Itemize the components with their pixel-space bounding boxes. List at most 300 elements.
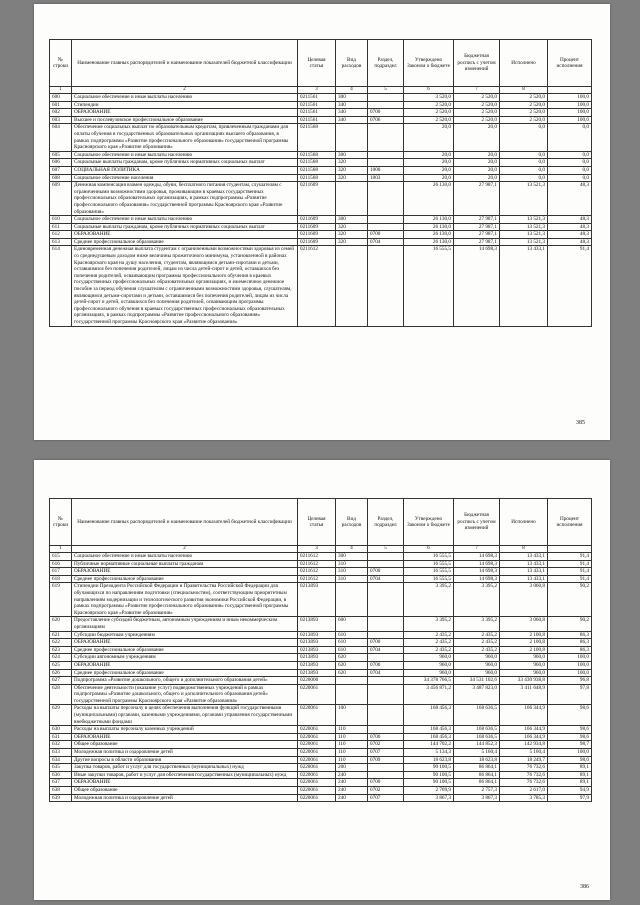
expense-type: 620	[336, 661, 368, 669]
target-article: 0220061	[298, 684, 336, 705]
approved-amount: 2 520,0	[404, 116, 454, 124]
table-row	[50, 787, 592, 795]
approved-amount: 2 520,0	[404, 101, 454, 109]
approved-amount: 144 702,2	[404, 741, 454, 749]
budget-list-amount: 27 987,1	[454, 216, 500, 224]
row-name: Обеспечение социальных выплат по образовательным кредитам, привлеченным гражданами для оплаты обучения в государственных образовательных организациях высшего образования, в рамках подпрограммы «Развитие профессионального образования» государственной программы Красноярского края «Развитие образования»	[72, 124, 298, 151]
col-header-percent: Процент исполнения	[548, 499, 592, 546]
table-row	[50, 116, 592, 124]
executed-amount: 166 344,9	[500, 733, 548, 741]
row-name: Молодежная политика и оздоровление детей	[72, 794, 298, 802]
row-number: 615	[50, 553, 72, 561]
expense-type: 240	[336, 787, 368, 795]
approved-amount: 26 130,0	[404, 231, 454, 239]
row-name: Подпрограмма «Развитие дошкольного, общего и дополнительного образования детей»	[72, 677, 298, 685]
section-code: 0700	[368, 779, 404, 787]
budget-list-amount: 2 520,0	[454, 101, 500, 109]
section-code	[368, 617, 404, 631]
budget-list-amount: 27 987,1	[454, 238, 500, 246]
executed-amount: 13 521,3	[500, 223, 548, 231]
table-row	[50, 182, 592, 216]
execution-percent: 98,0	[548, 756, 592, 764]
row-number: 627	[50, 677, 72, 685]
target-article: 0211561	[298, 101, 336, 109]
expense-type: 320	[336, 166, 368, 174]
section-code: 0704	[368, 646, 404, 654]
row-name: Общее образование	[72, 787, 298, 795]
expense-type: 610	[336, 631, 368, 639]
row-number: 625	[50, 661, 72, 669]
execution-percent: 98,6	[548, 705, 592, 726]
execution-percent: 48,3	[548, 216, 592, 224]
target-article: 0211609	[298, 182, 336, 216]
execution-percent: 48,3	[548, 238, 592, 246]
executed-amount: 5 160,4	[500, 749, 548, 757]
table-row	[50, 231, 592, 239]
section-code: 1000	[368, 166, 404, 174]
table-row	[50, 568, 592, 576]
target-article: 0211561	[298, 116, 336, 124]
approved-amount: 960,0	[404, 654, 454, 662]
expense-type: 240	[336, 771, 368, 779]
row-number: 611	[50, 223, 72, 231]
column-number: 5	[368, 546, 404, 553]
section-code	[368, 560, 404, 568]
budget-list-amount: 20,0	[454, 174, 500, 182]
target-article: 0211561	[298, 109, 336, 117]
row-number: 605	[50, 151, 72, 159]
col-header-approved: Утверждено Законом о бюджете	[404, 499, 454, 546]
section-code	[368, 159, 404, 167]
expense-type: 320	[336, 231, 368, 239]
executed-amount: 2 520,0	[500, 94, 548, 102]
budget-list-amount: 86 864,1	[454, 779, 500, 787]
budget-list-amount: 27 987,1	[454, 231, 500, 239]
budget-list-amount: 3 395,2	[454, 583, 500, 617]
section-code: 1003	[368, 174, 404, 182]
executed-amount: 960,0	[500, 654, 548, 662]
row-number: 632	[50, 741, 72, 749]
table-row	[50, 631, 592, 639]
execution-percent: 86,3	[548, 639, 592, 647]
table-row	[50, 726, 592, 734]
row-name: ОБРАЗОВАНИЕ	[72, 779, 298, 787]
column-number: 3	[298, 87, 336, 94]
target-article: 0211568	[298, 159, 336, 167]
row-name: ОБРАЗОВАНИЕ	[72, 661, 298, 669]
executed-amount: 3 060,8	[500, 617, 548, 631]
execution-percent: 0,0	[548, 151, 592, 159]
executed-amount: 960,0	[500, 661, 548, 669]
section-code	[368, 583, 404, 617]
executed-amount: 18 249,7	[500, 756, 548, 764]
target-article: 0220061	[298, 749, 336, 757]
expense-type	[336, 124, 368, 151]
row-name: Среднее профессиональное образование	[72, 646, 298, 654]
page-number: 386	[580, 884, 589, 890]
row-number: 631	[50, 733, 72, 741]
execution-percent: 96,8	[548, 677, 592, 685]
row-number: 633	[50, 749, 72, 757]
execution-percent: 91,4	[548, 560, 592, 568]
row-name: Иные закупки товаров, работ и услуг для обеспечения государственных (муниципальных) нужд	[72, 771, 298, 779]
row-number: 634	[50, 756, 72, 764]
expense-type: 320	[336, 159, 368, 167]
approved-amount: 26 130,0	[404, 216, 454, 224]
target-article: 0211612	[298, 246, 336, 326]
budget-list-amount: 86 864,1	[454, 764, 500, 772]
executed-amount: 3 060,8	[500, 583, 548, 617]
row-name: Молодежная политика и оздоровление детей	[72, 749, 298, 757]
row-name: ОБРАЗОВАНИЕ	[72, 639, 298, 647]
row-number: 636	[50, 771, 72, 779]
table-row	[50, 771, 592, 779]
row-name: Расходы на выплаты персоналу в целях обеспечения выполнения функций государственными (муниципальными) органами, казенными учреждениями, органами управления государственными внебюджетными фондами	[72, 705, 298, 726]
section-code	[368, 677, 404, 685]
target-article: 0213893	[298, 583, 336, 617]
row-name: Общее образование	[72, 741, 298, 749]
table-row	[50, 733, 592, 741]
approved-amount: 3 395,2	[404, 617, 454, 631]
approved-amount: 960,0	[404, 661, 454, 669]
row-number: 629	[50, 705, 72, 726]
column-number: 4	[336, 546, 368, 553]
target-article: 0213893	[298, 617, 336, 631]
row-number: 619	[50, 583, 72, 617]
target-article: 0220061	[298, 733, 336, 741]
target-article: 0220061	[298, 771, 336, 779]
table-row	[50, 741, 592, 749]
col-header-target-article: Целевая статья	[298, 40, 336, 87]
executed-amount: 2 100,8	[500, 639, 548, 647]
section-code: 0704	[368, 238, 404, 246]
execution-percent: 89,1	[548, 779, 592, 787]
target-article: 0211568	[298, 151, 336, 159]
table-row	[50, 216, 592, 224]
row-number: 623	[50, 646, 72, 654]
budget-list-amount: 27 987,1	[454, 182, 500, 216]
table-row	[50, 794, 592, 802]
section-code	[368, 553, 404, 561]
row-number: 609	[50, 182, 72, 216]
execution-percent: 97,9	[548, 794, 592, 802]
target-article: 0220061	[298, 764, 336, 772]
execution-percent: 100,0	[548, 749, 592, 757]
row-name: Предоставление субсидий бюджетным, автономным учреждениям и иным некоммерческим организациям	[72, 617, 298, 631]
section-code: 0704	[368, 575, 404, 583]
section-code: 0700	[368, 661, 404, 669]
expense-type: 620	[336, 669, 368, 677]
table-row	[50, 166, 592, 174]
page-number: 385	[576, 420, 585, 426]
execution-percent: 90,2	[548, 583, 592, 617]
row-number: 628	[50, 684, 72, 705]
expense-type: 600	[336, 617, 368, 631]
column-number-row	[50, 546, 592, 553]
table-row	[50, 238, 592, 246]
row-number: 622	[50, 639, 72, 647]
budget-list-amount: 960,0	[454, 661, 500, 669]
budget-list-amount: 168 636,5	[454, 726, 500, 734]
expense-type: 310	[336, 568, 368, 576]
expense-type	[336, 182, 368, 216]
section-code	[368, 764, 404, 772]
col-header-row-number: № строки	[50, 40, 72, 87]
executed-amount: 13 521,3	[500, 231, 548, 239]
execution-percent: 100,0	[548, 669, 592, 677]
execution-percent: 0,0	[548, 166, 592, 174]
row-name: Публичные нормативные социальные выплаты гражданам	[72, 560, 298, 568]
table-row	[50, 661, 592, 669]
table-row	[50, 159, 592, 167]
executed-amount: 2 520,0	[500, 116, 548, 124]
executed-amount: 3 411 648,9	[500, 684, 548, 705]
target-article: 0220061	[298, 726, 336, 734]
col-header-budget-list: Бюджетная роспись с учетом изменений	[454, 499, 500, 546]
target-article: 0211609	[298, 216, 336, 224]
expense-type: 300	[336, 216, 368, 224]
section-code	[368, 684, 404, 705]
column-number: 4	[336, 87, 368, 94]
section-code: 0709	[368, 756, 404, 764]
approved-amount: 2 435,2	[404, 646, 454, 654]
column-number: 8	[500, 546, 548, 553]
row-number: 613	[50, 238, 72, 246]
budget-list-amount: 27 987,1	[454, 223, 500, 231]
row-number: 638	[50, 787, 72, 795]
budget-list-amount: 14 698,3	[454, 575, 500, 583]
row-name: Субсидии бюджетным учреждениям	[72, 631, 298, 639]
target-article: 0220061	[298, 779, 336, 787]
expense-type	[336, 684, 368, 705]
row-name: Расходы на выплаты персоналу казенных учреждений	[72, 726, 298, 734]
executed-amount: 2 617,0	[500, 787, 548, 795]
row-name: СОЦИАЛЬНАЯ ПОЛИТИКА	[72, 166, 298, 174]
approved-amount: 3 867,3	[404, 794, 454, 802]
row-name: Социальное обеспечение и иные выплаты населению	[72, 151, 298, 159]
approved-amount: 26 130,0	[404, 223, 454, 231]
column-number: 7	[454, 87, 500, 94]
executed-amount: 142 934,8	[500, 741, 548, 749]
executed-amount: 13 433,1	[500, 560, 548, 568]
execution-percent: 91,4	[548, 553, 592, 561]
row-name: Социальное обеспечение и иные выплаты населению	[72, 553, 298, 561]
column-number-row	[50, 87, 592, 94]
row-name: Обеспечение деятельности (оказание услуг) подведомственных учреждений в рамках подпрограммы «Развитие дошкольного, общего и дополнительного образования детей» государственной программы Красноярского края «Развитие образования»	[72, 684, 298, 705]
col-header-percent: Процент исполнения	[548, 40, 592, 87]
budget-list-amount: 14 698,3	[454, 553, 500, 561]
target-article: 0211568	[298, 174, 336, 182]
approved-amount: 90 100,5	[404, 764, 454, 772]
expense-type: 110	[336, 741, 368, 749]
budget-list-amount: 14 698,3	[454, 568, 500, 576]
budget-table-page-386	[49, 498, 592, 802]
row-number: 612	[50, 231, 72, 239]
approved-amount: 2 769,9	[404, 787, 454, 795]
section-code	[368, 124, 404, 151]
approved-amount: 960,0	[404, 669, 454, 677]
row-number: 604	[50, 124, 72, 151]
expense-type: 610	[336, 639, 368, 647]
budget-list-amount: 18 623,8	[454, 756, 500, 764]
execution-percent: 100,0	[548, 109, 592, 117]
section-code: 0707	[368, 794, 404, 802]
row-name: Социальное обеспечение и иные выплаты населению	[72, 94, 298, 102]
table-row	[50, 246, 592, 326]
row-number: 602	[50, 109, 72, 117]
expense-type: 310	[336, 575, 368, 583]
execution-percent: 98,6	[548, 726, 592, 734]
execution-percent: 86,3	[548, 646, 592, 654]
target-article: 0220061	[298, 705, 336, 726]
section-code	[368, 771, 404, 779]
section-code	[368, 101, 404, 109]
executed-amount: 13 433,1	[500, 246, 548, 326]
row-name: Стипендии Президента Российской Федерации и Правительства Российской Федерации для обучающихся по направлениям подготовки (специальностям), соответствующим приоритетным направлениям модернизации и технологического развития экономики Российской Федерации, в рамках подпрограммы «Развитие профессионального образования» государственной программы Красноярского края «Развитие образования»	[72, 583, 298, 617]
column-number: 6	[404, 87, 454, 94]
table-row	[50, 94, 592, 102]
col-header-name: Наименование главных распорядителей и наименование показателей бюджетной классификации	[72, 499, 298, 546]
section-code	[368, 94, 404, 102]
target-article: 0213893	[298, 631, 336, 639]
row-number: 610	[50, 216, 72, 224]
approved-amount: 2 435,2	[404, 631, 454, 639]
approved-amount: 20,0	[404, 151, 454, 159]
column-number: 2	[72, 546, 298, 553]
column-number: 7	[454, 546, 500, 553]
expense-type: 100	[336, 705, 368, 726]
approved-amount: 34 378 766,5	[404, 677, 454, 685]
section-code	[368, 246, 404, 326]
row-name: Высшее и послевузовское профессиональное образование	[72, 116, 298, 124]
expense-type: 620	[336, 654, 368, 662]
target-article: 0211568	[298, 124, 336, 151]
budget-table-page-385	[49, 39, 592, 327]
executed-amount: 0,0	[500, 174, 548, 182]
row-name: Единовременная денежная выплата студентам с ограниченными возможностями здоровья из семей со среднедушевым доходом ниже величины прожиточного минимума, установленной в районах Красноярского края на душу населения, студентам, являющимся детьми-сиротами и детьми, оставшимися без попечения родителей, лицам из числа детей-сирот и детей, оставшихся без попечения родителей, осваивающим программы профессионального обучения в краевых государственных профессиональных образовательных организациях, и ежемесячное денежное пособие за период обучения слушателям с ограниченными возможностями здоровья, слушателям, являющимся детьми-сиротами и детьми, оставшимися без попечения родителей, лицам из числа детей-сирот и детей, оставшихся без попечения родителей, осваивающим программы профессионального обучения в краевых государственных профессиональных образовательных организациях, в рамках подпрограммы «Развитие профессионального образования» государственной программы Красноярского края «Развитие образования»	[72, 246, 298, 326]
expense-type: 110	[336, 749, 368, 757]
executed-amount: 0,0	[500, 151, 548, 159]
execution-percent: 48,3	[548, 182, 592, 216]
executed-amount: 13 433,1	[500, 568, 548, 576]
target-article: 0220061	[298, 787, 336, 795]
section-code	[368, 726, 404, 734]
expense-type: 340	[336, 116, 368, 124]
column-number: 3	[298, 546, 336, 553]
execution-percent: 89,1	[548, 764, 592, 772]
target-article: 0213893	[298, 646, 336, 654]
table-row	[50, 109, 592, 117]
col-header-executed: Исполнено	[500, 499, 548, 546]
row-number: 630	[50, 726, 72, 734]
target-article: 0211609	[298, 231, 336, 239]
row-number: 601	[50, 101, 72, 109]
row-number: 639	[50, 794, 72, 802]
row-number: 608	[50, 174, 72, 182]
target-article: 0213893	[298, 669, 336, 677]
execution-percent: 100,0	[548, 654, 592, 662]
budget-list-amount: 20,0	[454, 166, 500, 174]
approved-amount: 2 520,0	[404, 109, 454, 117]
table-row	[50, 756, 592, 764]
col-header-name: Наименование главных распорядителей и наименование показателей бюджетной классификации	[72, 40, 298, 87]
table-row	[50, 151, 592, 159]
target-article: 0211561	[298, 94, 336, 102]
expense-type	[336, 246, 368, 326]
col-header-row-number: № строки	[50, 499, 72, 546]
row-number: 616	[50, 560, 72, 568]
approved-amount: 168 456,3	[404, 726, 454, 734]
row-name: Субсидии автономным учреждениям	[72, 654, 298, 662]
section-code	[368, 182, 404, 216]
executed-amount: 13 521,3	[500, 238, 548, 246]
executed-amount: 2 520,0	[500, 101, 548, 109]
section-code	[368, 223, 404, 231]
column-number: 6	[404, 546, 454, 553]
target-article: 0211612	[298, 560, 336, 568]
budget-list-amount: 2 520,0	[454, 94, 500, 102]
row-number: 603	[50, 116, 72, 124]
execution-percent: 91,4	[548, 568, 592, 576]
table-row	[50, 779, 592, 787]
col-header-expense-type: Вид расходов	[336, 40, 368, 87]
executed-amount: 13 433,1	[500, 575, 548, 583]
approved-amount: 16 555,5	[404, 575, 454, 583]
budget-list-amount: 14 698,3	[454, 560, 500, 568]
table-row	[50, 101, 592, 109]
budget-list-amount: 34 531 102,6	[454, 677, 500, 685]
report-page-385	[34, 4, 610, 440]
row-name: ОБРАЗОВАНИЕ	[72, 231, 298, 239]
column-number: 1	[50, 87, 72, 94]
row-number: 614	[50, 246, 72, 326]
target-article: 0220000	[298, 677, 336, 685]
table-header-row	[50, 499, 592, 546]
row-number: 617	[50, 568, 72, 576]
budget-list-amount: 3 487 823,0	[454, 684, 500, 705]
approved-amount: 168 456,3	[404, 705, 454, 726]
section-code	[368, 151, 404, 159]
approved-amount: 90 100,5	[404, 779, 454, 787]
budget-list-amount: 960,0	[454, 654, 500, 662]
executed-amount: 76 732,6	[500, 779, 548, 787]
approved-amount: 5 134,3	[404, 749, 454, 757]
row-number: 620	[50, 617, 72, 631]
col-header-expense-type: Вид расходов	[336, 499, 368, 546]
table-row	[50, 654, 592, 662]
col-header-section: Раздел, подраздел	[368, 40, 404, 87]
executed-amount: 2 520,0	[500, 109, 548, 117]
row-number: 626	[50, 669, 72, 677]
approved-amount: 16 555,5	[404, 560, 454, 568]
report-page-386	[34, 460, 610, 900]
executed-amount: 13 521,3	[500, 182, 548, 216]
table-row	[50, 553, 592, 561]
target-article: 0220061	[298, 794, 336, 802]
row-name: Среднее профессиональное образование	[72, 575, 298, 583]
expense-type: 240	[336, 794, 368, 802]
section-code: 0700	[368, 733, 404, 741]
budget-list-amount: 2 520,0	[454, 116, 500, 124]
execution-percent: 89,1	[548, 771, 592, 779]
target-article: 0211568	[298, 166, 336, 174]
row-name: Другие вопросы в области образования	[72, 756, 298, 764]
execution-percent: 98,7	[548, 741, 592, 749]
expense-type: 320	[336, 174, 368, 182]
table-row	[50, 684, 592, 705]
approved-amount: 20,0	[404, 159, 454, 167]
budget-list-amount: 2 435,2	[454, 646, 500, 654]
